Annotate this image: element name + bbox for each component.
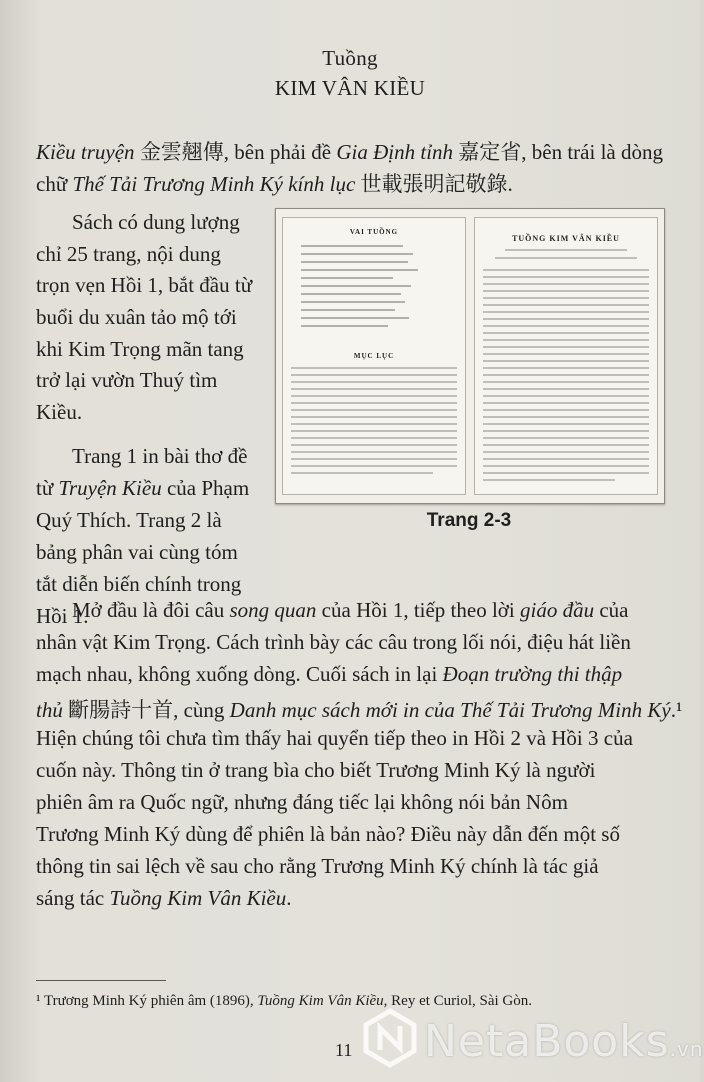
text-line: buổi du xuân tảo mộ tới	[36, 305, 237, 329]
text-span: , Rey et Curiol, Sài Gòn.	[383, 993, 532, 1009]
scan-page-subtitle: MỤC LỤC	[353, 352, 395, 360]
text-line: phiên âm ra Quốc ngữ, nhưng đáng tiếc lại không nói bản Nôm	[36, 790, 568, 814]
text-span: chữ	[36, 172, 73, 196]
text-line: Hiện chúng tôi chưa tìm thấy hai quyển tiếp theo in Hồi 2 và Hồi 3 của	[36, 726, 633, 750]
footnote-rule	[36, 980, 166, 981]
running-header-line1: Tuồng	[322, 46, 378, 70]
watermark-brand: NetaBooks	[424, 1016, 670, 1067]
text-line: cuốn này. Thông tin ở trang bìa cho biết Trương Minh Ký là người	[36, 758, 596, 782]
text-line: Kiều.	[36, 400, 83, 424]
text-italic: Đoạn trường thi thập	[442, 662, 623, 686]
text-italic: Tuồng Kim Vân Kiều	[109, 886, 287, 910]
text-span: 斷腸詩十首, cùng	[62, 698, 230, 722]
text-line: trọn vẹn Hồi 1, bắt đầu từ	[36, 273, 253, 297]
text-line: bảng phân vai cùng tóm	[36, 540, 238, 564]
figure-caption: Trang 2-3	[426, 510, 512, 531]
text-span: của Phạm	[161, 476, 250, 500]
text-line	[36, 886, 292, 911]
text-span: Mở đầu là đôi câu	[72, 598, 230, 622]
text-line	[36, 136, 663, 166]
netabooks-logo-icon	[362, 1008, 418, 1068]
text-line: thông tin sai lệch về sau cho rằng Trương Minh Ký chính là tác giả	[36, 854, 599, 878]
text-line: khi Kim Trọng mãn tang	[36, 337, 244, 361]
text-italic: Gia Định tỉnh	[336, 140, 454, 164]
text-span: .	[286, 886, 292, 910]
text-span: 嘉定省, bên trái là dòng	[453, 140, 663, 164]
text-line: Trang 1 in bài thơ đề	[72, 444, 248, 468]
text-italic: Danh mục sách mới in của Thế Tải Trương Minh Ký	[229, 698, 671, 722]
text-span: 金雲翹傳, bên phải đề	[134, 140, 337, 164]
text-span: từ	[36, 476, 59, 500]
page-number: 11	[335, 1040, 353, 1060]
scan-page-right	[474, 217, 658, 495]
text-line: chỉ 25 trang, nội dung	[36, 242, 221, 266]
text-line	[36, 694, 682, 724]
scan-page-title: VAI TUỒNG	[349, 228, 399, 236]
text-line: tắt diễn biến chính trong	[36, 572, 242, 596]
scan-page-title: TUỒNG KIM VÂN KIỀU	[512, 234, 620, 243]
watermark-logo	[362, 1006, 704, 1076]
text-line: Quý Thích. Trang 2 là	[36, 508, 222, 532]
text-italic: thủ	[36, 698, 63, 722]
text-span: của	[594, 598, 629, 622]
figure-scan-pages	[275, 208, 665, 504]
scan-page-left	[282, 217, 466, 495]
text-span: .¹	[670, 698, 683, 722]
text-italic: Truyện Kiều	[58, 476, 162, 500]
text-line: nhân vật Kim Trọng. Cách trình bày các câu trong lối nói, điệu hát liền	[36, 630, 631, 654]
text-line	[36, 662, 622, 687]
text-line: Hồi 1.	[36, 604, 89, 628]
text-span: 世載張明記敬錄.	[355, 172, 513, 196]
text-line	[36, 476, 249, 501]
text-italic: Kiều truyện	[36, 140, 135, 164]
text-italic: song quan	[229, 598, 317, 622]
text-line: trở lại vườn Thuý tìm	[36, 368, 218, 392]
text-italic: Tuồng Kim Vân Kiều	[257, 993, 384, 1009]
scan-text-lines	[475, 218, 657, 494]
text-span: ¹ Trương Minh Ký phiên âm (1896),	[36, 993, 258, 1009]
text-span: mạch nhau, không xuống dòng. Cuối sách in lại	[36, 662, 443, 686]
running-header-line2: KIM VÂN KIỀU	[274, 76, 426, 100]
watermark-text	[424, 1016, 704, 1067]
text-italic: Thế Tải Trương Minh Ký kính lục	[72, 172, 356, 196]
text-line: Sách có dung lượng	[72, 210, 240, 234]
text-line: Trương Minh Ký dùng để phiên là bản nào? Điều này dẫn đến một số	[36, 822, 620, 846]
text-line	[36, 168, 513, 198]
text-line	[72, 598, 628, 623]
text-italic: giáo đầu	[519, 598, 595, 622]
text-span: sáng tác	[36, 886, 110, 910]
watermark-suffix: .vn	[669, 1037, 704, 1061]
text-span: của Hồi 1, tiếp theo lời	[316, 598, 520, 622]
